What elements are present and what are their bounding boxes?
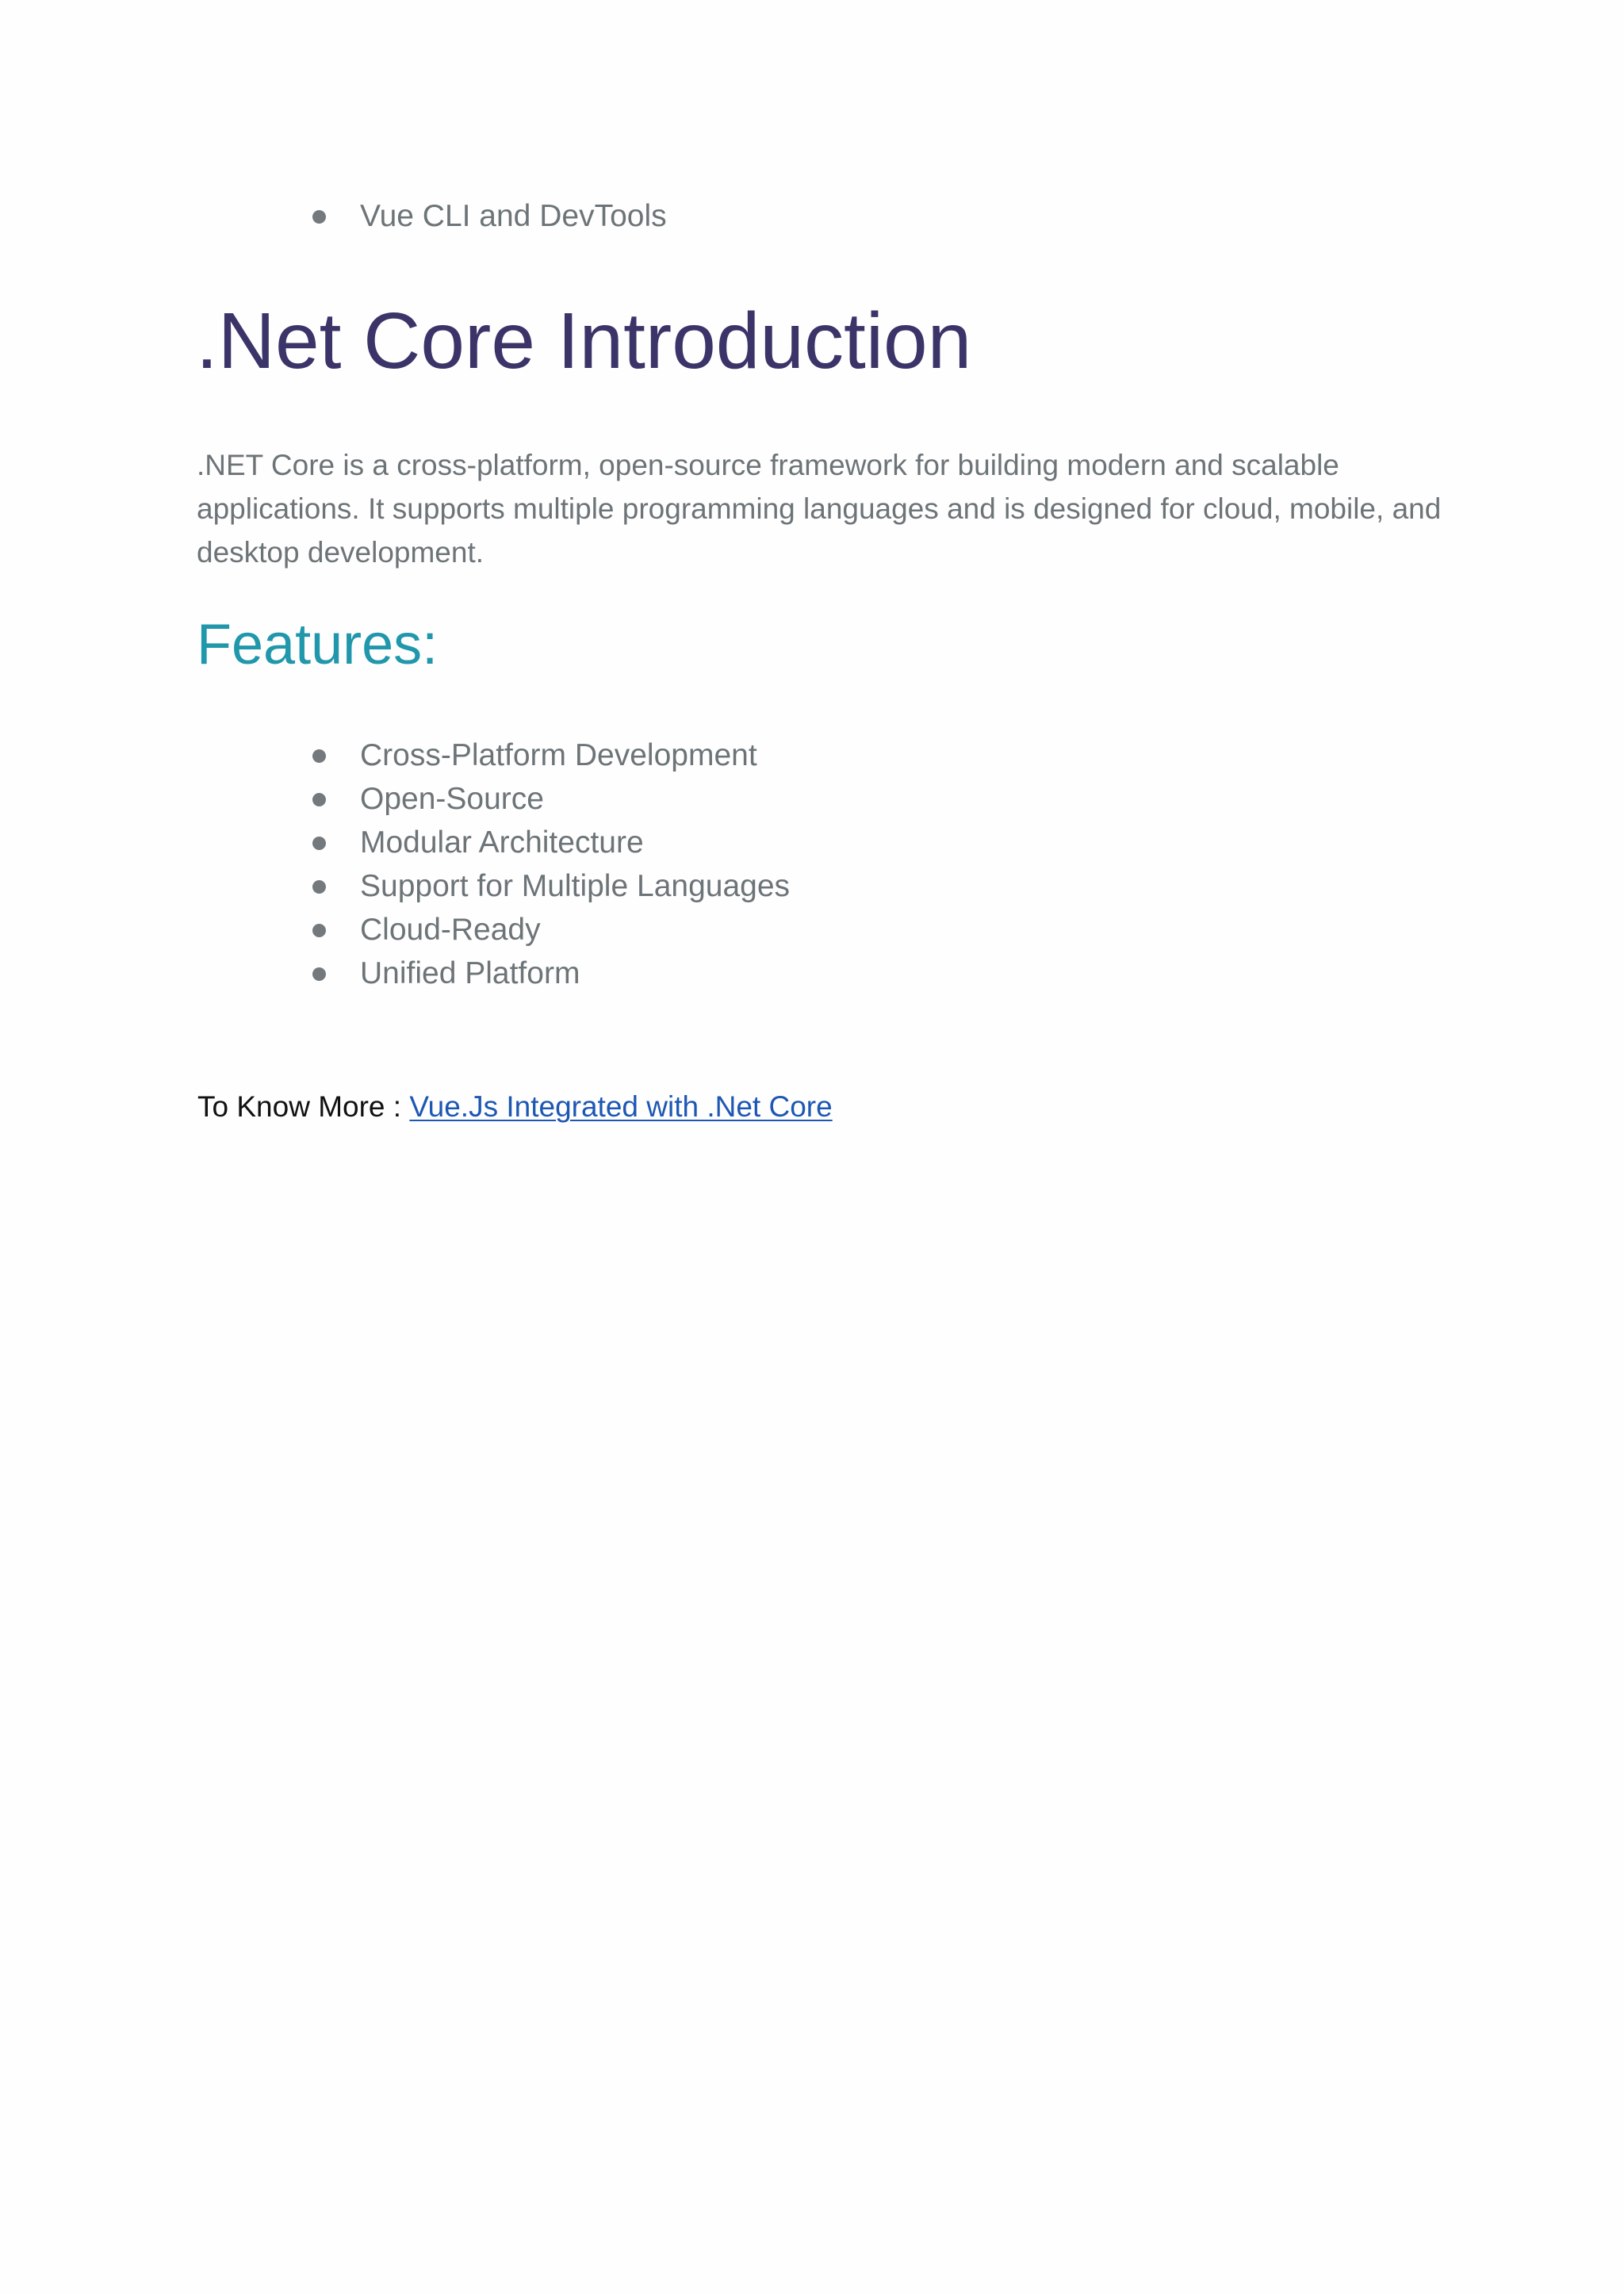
bullet-dot-icon	[312, 837, 326, 850]
bullet-dot-icon	[312, 967, 326, 981]
features-heading: Features:	[197, 613, 439, 676]
bullet-dot-icon	[312, 793, 326, 806]
list-item-label: Cross-Platform Development	[360, 738, 757, 772]
bullet-dot-icon	[312, 924, 326, 937]
list-item-label: Support for Multiple Languages	[360, 869, 791, 903]
know-more-link[interactable]: Vue.Js Integrated with .Net Core	[409, 1090, 833, 1123]
page-title: .Net Core Introduction	[196, 297, 972, 385]
know-more-line	[197, 1088, 833, 1126]
know-more-label: To Know More :	[197, 1090, 410, 1123]
list-item-label: Vue CLI and DevTools	[360, 199, 667, 233]
list-item-label: Unified Platform	[360, 956, 580, 990]
list-item-label: Modular Architecture	[360, 825, 644, 860]
list-item-label: Cloud-Ready	[360, 913, 541, 947]
intro-paragraph: .NET Core is a cross-platform, open-source framework for building modern and scalable applications. It supports multiple programming languages and is designed for cloud, mobile, and desktop development.	[197, 449, 1442, 569]
bullet-dot-icon	[312, 880, 326, 894]
bullet-dot-icon	[312, 210, 326, 224]
bullet-dot-icon	[312, 749, 326, 763]
list-item-label: Open-Source	[360, 782, 544, 816]
